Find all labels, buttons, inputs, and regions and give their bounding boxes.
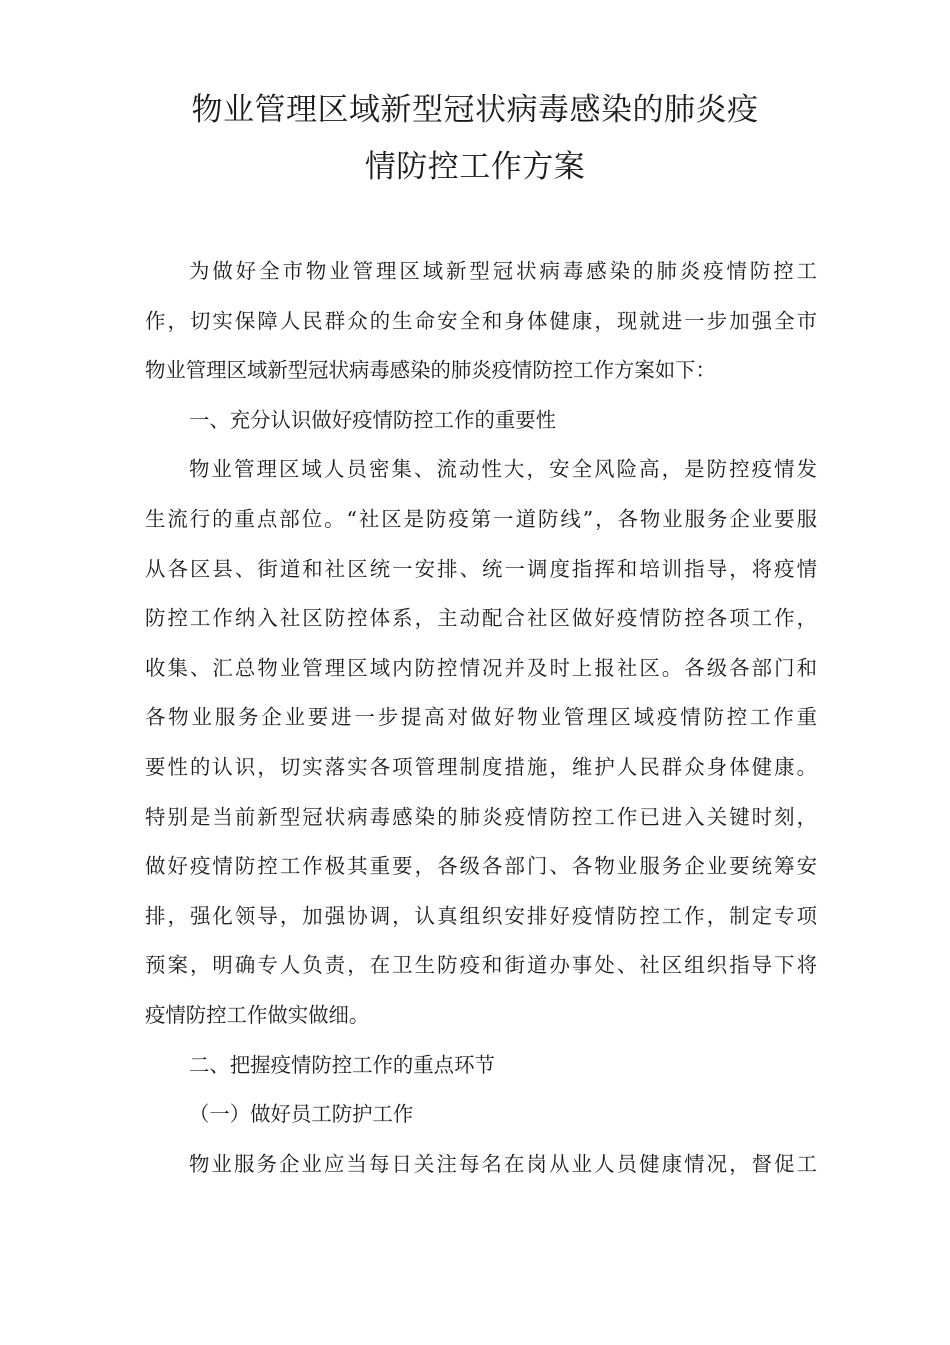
text-line: 要性的认识，切实落实各项管理制度措施，维护人民群众身体健康。 <box>145 754 817 779</box>
text-line: （一）做好员工防护工作 <box>189 1102 414 1127</box>
text-line: 物业管理区域人员密集、流动性大，安全风险高，是防控疫情发 <box>189 457 817 482</box>
text-line: 物业服务企业应当每日关注每名在岗从业人员健康情况，督促工 <box>189 1151 817 1176</box>
text-line: 作，切实保障人民群众的生命安全和身体健康，现就进一步加强全市 <box>145 308 817 333</box>
text-line: 为做好全市物业管理区域新型冠状病毒感染的肺炎疫情防控工 <box>189 259 817 283</box>
document-body <box>145 247 817 1189</box>
text-line: 收集、汇总物业管理区域内防控情况并及时上报社区。各级各部门和 <box>145 655 817 680</box>
text-line: 生流行的重点部位。“社区是防疫第一道防线”，各物业服务企业要服 <box>145 506 817 531</box>
text-line: 特别是当前新型冠状病毒感染的肺炎疫情防控工作已进入关键时刻， <box>145 804 817 829</box>
text-line: 防控工作纳入社区防控体系，主动配合社区做好疫情防控各项工作， <box>145 606 817 631</box>
text-line: 物业管理区域新型冠状病毒感染的肺炎疫情防控工作方案如下： <box>145 358 716 383</box>
text-line: 从各区县、街道和社区统一安排、统一调度指挥和培训指导，将疫情 <box>145 556 817 581</box>
text-line: 各物业服务企业要进一步提高对做好物业管理区域疫情防控工作重 <box>145 705 817 730</box>
text-line: 做好疫情防控工作极其重要，各级各部门、各物业服务企业要统筹安 <box>145 854 817 879</box>
text-line: 一、充分认识做好疫情防控工作的重要性 <box>189 407 557 432</box>
document-title-line-2: 情防控工作方案 <box>364 149 586 185</box>
document-title-line-1: 物业管理区域新型冠状病毒感染的肺炎疫 <box>191 92 759 128</box>
text-line: 排，强化领导，加强协调，认真组织安排好疫情防控工作，制定专项 <box>145 903 817 928</box>
text-line: 二、把握疫情防控工作的重点环节 <box>189 1052 495 1077</box>
text-line: 预案，明确专人负责，在卫生防疫和街道办事处、社区组织指导下将 <box>145 953 817 978</box>
document-title <box>120 82 830 196</box>
text-line: 疫情防控工作做实做细。 <box>145 1002 370 1027</box>
